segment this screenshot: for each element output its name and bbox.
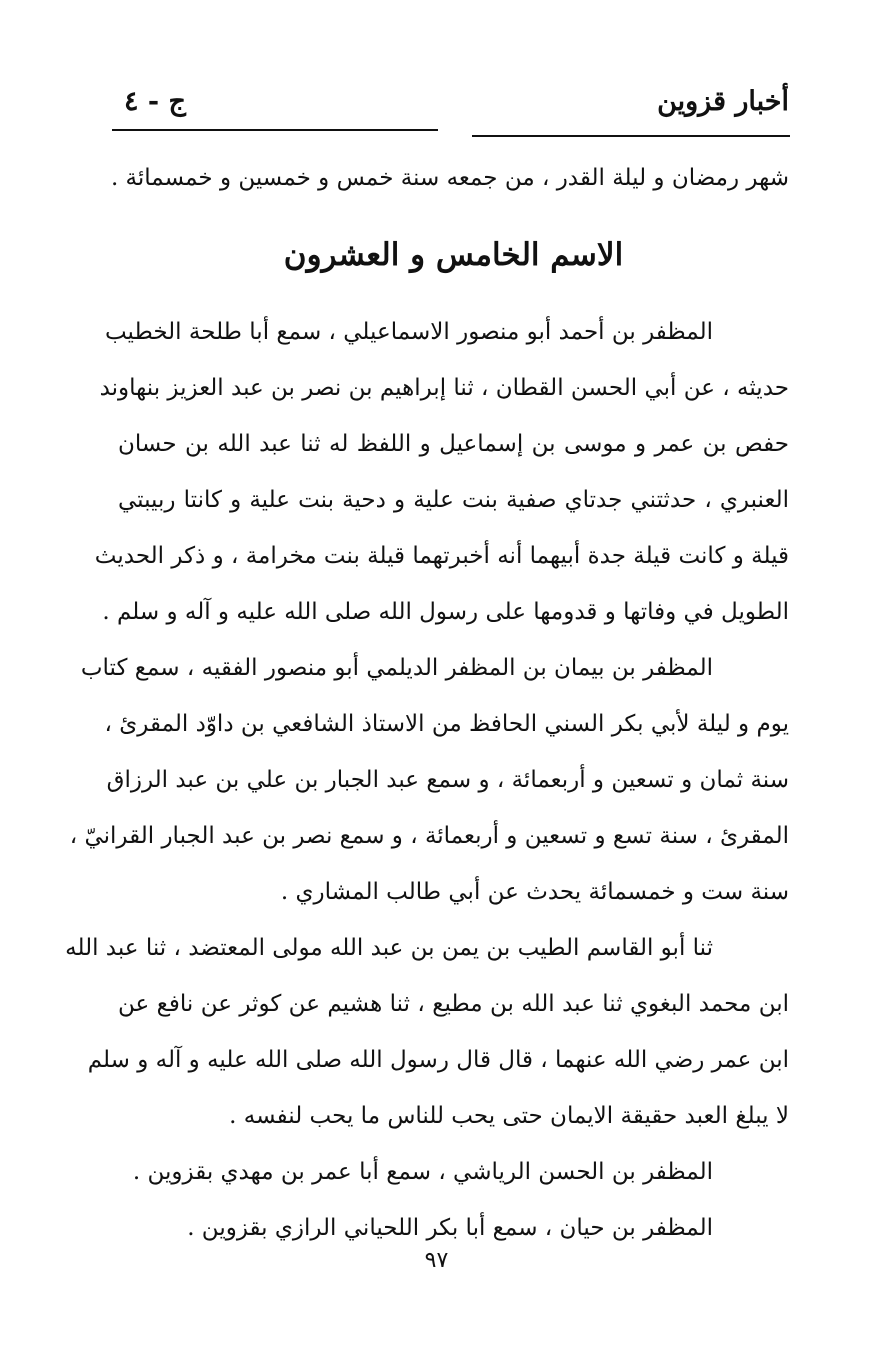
header-rule-left	[112, 129, 438, 131]
volume-label: ج - ٤	[124, 86, 186, 117]
text-line: المظفر بن حيان ، سمع أبا بكر اللحياني الرازي بقزوين .	[187, 1215, 713, 1241]
text-line: ابن محمد البغوي ثنا عبد الله بن مطيع ، ثنا هشيم عن كوثر عن نافع عن	[118, 991, 789, 1017]
text-line: المظفر بن بيمان بن المظفر الديلمي أبو منصور الفقيه ، سمع كتاب	[80, 655, 713, 681]
page-number: ٩٧	[424, 1248, 449, 1273]
text-line: ابن عمر رضي الله عنهما ، قال قال رسول الله صلى الله عليه و آله و سلم	[87, 1047, 789, 1073]
section-heading: الاسم الخامس و العشرون	[283, 237, 624, 273]
text-line: حفص بن عمر و موسى بن إسماعيل و اللفظ له ثنا عبد الله بن حسان	[118, 431, 789, 457]
text-line: المظفر بن أحمد أبو منصور الاسماعيلي ، سمع أبا طلحة الخطيب	[104, 319, 713, 345]
text-line: حديثه ، عن أبي الحسن القطان ، ثنا إبراهيم بن نصر بن عبد العزيز بنهاوند	[99, 375, 789, 401]
text-line: العنبري ، حدثتني جدتاي صفية بنت علية و دحية بنت علية و كانتا ربيبتي	[118, 487, 789, 513]
text-line: يوم و ليلة لأبي بكر السني الحافظ من الاستاذ الشافعي بن داوّد المقرئ ،	[104, 711, 789, 737]
text-line: ثنا أبو القاسم الطيب بن يمن بن عبد الله مولى المعتضد ، ثنا عبد الله	[65, 935, 713, 961]
text-line: قيلة و كانت قيلة جدة أبيهما أنه أخبرتهما قيلة بنت مخرامة ، و ذكر الحديث	[94, 543, 789, 569]
running-header	[110, 86, 789, 126]
text-line: لا يبلغ العبد حقيقة الايمان حتى يحب للناس ما يحب لنفسه .	[229, 1103, 789, 1129]
text-line: المقرئ ، سنة تسع و تسعين و أربعمائة ، و سمع نصر بن عبد الجبار القرانيّ ،	[69, 823, 789, 849]
text-line: سنة ثمان و تسعين و أربعمائة ، و سمع عبد الجبار بن علي بن عبد الرزاق	[106, 767, 789, 793]
body-text	[65, 150, 789, 1256]
text-line: المظفر بن الحسن الرياشي ، سمع أبا عمر بن مهدي بقزوين .	[132, 1159, 713, 1185]
text-line: الطويل في وفاتها و قدومها على رسول الله صلى الله عليه و آله و سلم .	[102, 599, 789, 625]
text-line: سنة ست و خمسمائة يحدث عن أبي طالب المشاري .	[280, 879, 789, 905]
book-title: أخبار قزوين	[657, 86, 789, 117]
text-line: شهر رمضان و ليلة القدر ، من جمعه سنة خمس و خمسين و خمسمائة .	[110, 165, 789, 191]
header-rule-right	[472, 135, 790, 137]
